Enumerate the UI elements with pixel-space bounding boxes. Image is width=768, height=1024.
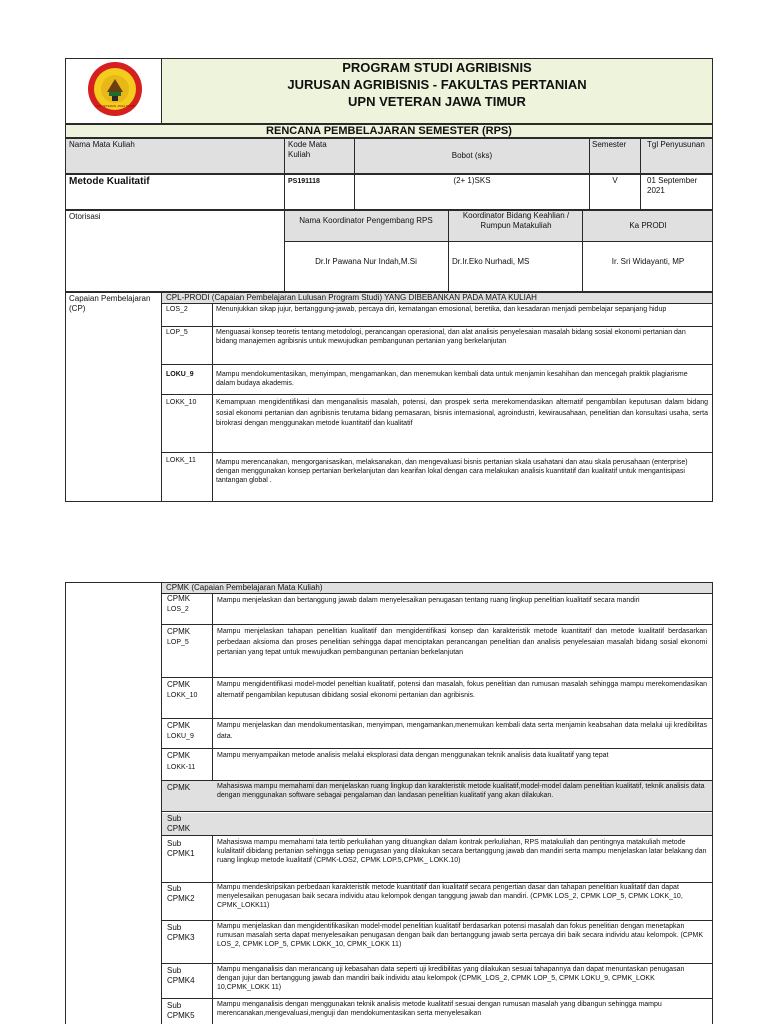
name-coordinator: Dr.Ir Pawana Nur Indah,M.Si (315, 257, 417, 266)
course-name: Metode Kualitatif (69, 176, 150, 187)
sub-cpmk-label: Sub CPMK5 (167, 1001, 195, 1020)
course-code: PS191118 (288, 178, 320, 185)
cpmk-label: CPMK (167, 594, 191, 603)
compiled-date: 01 September 2021 (647, 176, 698, 195)
sub-cpmk-label: Sub CPMK1 (167, 839, 195, 858)
sub-cpmk-header-row (162, 813, 712, 836)
cpl-code: LOKK_10 (166, 399, 197, 406)
role-head: Ka PRODI (629, 221, 667, 230)
cpl-code: LOP_5 (166, 329, 188, 336)
cpmk-text: Mampu menjelaskan dan bertanggung jawab dalam menyelesaikan penugasan tentang ruang lingkup penelitian kualitatif secara mandiri (217, 597, 640, 604)
sub-cpmk-label: Sub CPMK2 (167, 884, 195, 903)
course-semester: V (612, 176, 618, 185)
cpmk-text: Mampu menjelaskan dan mendokumentasikan, menyimpan, mengamankan,menemukan kembali data serta menjamin keabsahan data melalui uji kredibilitas data. (217, 722, 707, 740)
cpl-text: Mampu mendokumentasikan, menyimpan, mengamankan, dan menemukan kembali data untuk menjamin kesahihan dan mencegah praktik plagiarisme dalam budaya akademis. (216, 371, 688, 387)
department-title: JURUSAN AGRIBISNIS - FAKULTAS PERTANIAN (287, 77, 587, 92)
cpmk-label: CPMK (167, 721, 191, 730)
cpmk-label: CPMK (167, 751, 191, 760)
cpl-code: LOKK_11 (166, 457, 196, 464)
program-title: PROGRAM STUDI AGRIBISNIS (342, 60, 532, 75)
sub-cpmk-text: Mampu menganalisis dengan menggunakan teknik analisis metode kualitatif sesuai dengan rumusan masalah yang dibangun sehingga mampu merencanakan,mengevaluasi,menguji dan mendokumentasikan serta menyelesaikan (217, 1001, 662, 1017)
cpl-code: LOS_2 (166, 306, 188, 313)
cpmk-text: Mampu menjelaskan tahapan penelitian kualitatif dan mengidentifikasi konsep dan karakteristik metode kuantitatif dan metode kualitatif berdasarkan perbedaan aksioma dan proses penelitian sehingga dapat menciptakan perancangan penelitian dan analisis penyelesaian masalah bidang sosial ekonomi pertanian yang tepat untuk mewujudkan pembangunan pertanian berkelanjutan (217, 628, 707, 656)
cpl-code: LOKU_9 (166, 371, 194, 378)
cpmk-code: LOKK_10 (167, 692, 198, 699)
cpmk-label: CPMK (167, 680, 191, 689)
label-course-name: Nama Mata Kuliah (69, 140, 135, 149)
cpl-header: CPL-PRODI (Capaian Pembelajaran Lulusan Program Studi) YANG DIBEBANKAN PADA MATA KULIAH (166, 293, 537, 302)
sub-cpmk-text: Mampu menjelaskan dan mengidentifikasikan model-model penelitian kualitatif berdasarkan potensi masalah dan fokus penelitian dengan menetapkan rumusan masalah serta dapat menyelesaikan penugasan dengan baik dan bertanggung jawab serta percaya diri baik secara individu atau kelompok. (CPMK LOS_2, CPMK LOP_5, CPMK LOKK_10, CPMK_LOKK 11) (217, 923, 704, 948)
label-semester: Semester (592, 140, 627, 149)
sub-cpmk-label: Sub CPMK4 (167, 966, 195, 985)
cpmk-text: Mampu mengidentifikasi model-model peneltian kualitatif, potensi dan masalah, fokus penelitian dan rumusan masalah sehingga mampu merekomendasikan alternatif pengambilan keputusan dibidang sosial ekonomi pertanian dan agribisnis. (217, 681, 707, 699)
cpmk-header: CPMK (Capaian Pembelajaran Mata Kuliah) (166, 583, 323, 592)
label-weight: Bobot (sks) (451, 151, 493, 160)
cp-label: Capaian Pembelajaran (CP) (69, 294, 151, 313)
cpmk-summary-text: Mahasiswa mampu memahami dan menjelaskan ruang lingkup dan karakteristik metode kualitatif,model-model dalam penelitian kualitatif, teknik analisis data dengan menggunakan software sebagai pengalaman dan landasan penelitian kualitatif yang akan dilakukan. (217, 783, 705, 799)
label-date: Tgl Penyusunan (647, 140, 705, 149)
cpmk-code: LOP_5 (167, 639, 189, 646)
course-weight: (2+ 1)SKS (453, 176, 491, 185)
cpl-text: Menguasai konsep teoretis tentang metodologi, perancangan operasional, dan alat analisis penyelesaian masalah bidang sosial ekonomi pertanian dan bidang manajemen agribisnis untuk mewujudkan pembangunan pertanian yang berkelanjutan (216, 329, 686, 345)
sub-cpmk-text: Mampu mendeskripsikan perbedaan karakteristik metode kuantitatif dan kualitatif secara pengertian dasar dan tahapan penelitian kualitatif dan dapat menyelesaikan penugasan baik secara individu atau kelompok dengan tanggung jawab dan mandiri. (CPMK LOS_2, CPMK LOP_5, CPMK LOKK_10, CPMK_LOKK11) (217, 884, 683, 909)
logo-text: UPN VETERAN JAWA TIMUR (94, 105, 136, 108)
sub-cpmk-text: Mampu menganalisis dan merancang uji kebasahan data seperti uji kredibilitas yang dilakukan sesuai tahapannya dan dapat menuntaskan penugasan dengan jujur dan bertanggung jawab dan mandiri baik individu atau kelompok (CPMK_LOS_2, CPMK LOP_5, CPMK LOKU_9, CPMK_LOKK 10,CPMK_LOKK 11) (217, 966, 685, 991)
cpmk-code: LOKK-11 (167, 764, 196, 771)
sub-cpmk-label: Sub CPMK3 (167, 923, 195, 942)
rps-title: RENCANA PEMBELAJARAN SEMESTER (RPS) (266, 125, 512, 137)
cpmk-summary-label: CPMK (167, 783, 191, 792)
cpl-text: Mampu merencanakan, mengorganisasikan, melaksanakan, dan mengevaluasi bisnis pertanian skala usahatani dan atau skala perusahaan (enterprise) dengan menggunakan konsep pertanian berkelanjutan dan kearifan lokal dengan cara melakukan analisis kuantitatif dan kualitatif untuk mengantisipasi tantangan global . (216, 459, 688, 484)
university-title: UPN VETERAN JAWA TIMUR (348, 94, 526, 109)
cpmk-label: CPMK (167, 627, 191, 636)
cpmk-code: LOKU_9 (167, 733, 194, 740)
sub-cpmk-text: Mahasiswa mampu memahami tata tertib perkuliahan yang dituangkan dalam kontrak perkuliahan, RPS matakuliah dan pentingnya matakuliah metode kulalitatif dibidang pertanian sehingga setiap penugasan yang dilakukan secara bertanggung jawab dan mandiri serta mampu menjelaskan latar belakang dan ruang lingkup metode kualitatif (CPMK-LOS2, CPMK LOP.5,CPMK_ LOKK.10) (217, 839, 707, 864)
sub-cpmk-header: Sub CPMK (167, 814, 191, 833)
cpmk-code: LOS_2 (167, 606, 189, 613)
role-field-coordinator: Koordinator Bidang Keahlian / Rumpun Matakuliah (462, 211, 570, 230)
label-course-code: Kode Mata Kuliah (288, 140, 327, 159)
authorization-label: Otorisasi (69, 212, 101, 221)
university-logo (86, 61, 144, 117)
name-head: Ir. Sri Widayanti, MP (611, 257, 685, 266)
cpl-text: Kemampuan mengidentifikasi dan menganalisis masalah, potensi, dan prospek serta merekomendasikan alternatif pengambilan keputusan dalam bidang sosial ekonomi pertanian dan agribisnis terutama bidang pemasaran, bisnis internasional, agroindustri, kewirausahaan, penelitian dan konsultasi usaha, serta birokrasi dengan menggunakan metode kuantitatif dan kualitatif (216, 399, 708, 427)
cpl-text: Menunjukkan sikap jujur, bertanggung-jawab, percaya diri, kematangan emosional, beretika, dan kesadaran menjadi pembelajar sepanjang hidup (216, 306, 667, 313)
cpmk-text: Mampu menyampaikan metode analisis melalui eksplorasi data dengan menggunakan teknik analisis data kualitatif yang tepat (217, 752, 609, 759)
role-coordinator: Nama Koordinator Pengembang RPS (299, 216, 433, 225)
name-field-coordinator: Dr.Ir.Eko Nurhadi, MS (452, 257, 530, 266)
